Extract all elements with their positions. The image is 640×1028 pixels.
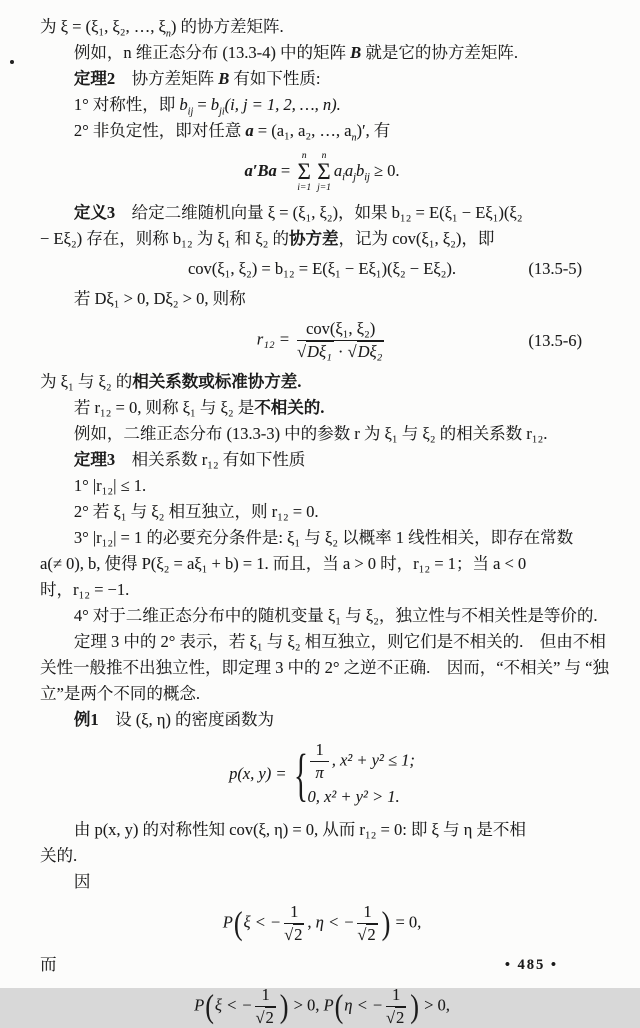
line-prop-3-cont2 bbox=[40, 577, 604, 603]
line-because bbox=[40, 869, 604, 895]
bold-term-covariance: 协方差 bbox=[288, 229, 339, 248]
text-run: ，记为 cov(ξ₁, ξ₂)，即 bbox=[338, 229, 495, 248]
text-run: ) 的协方差矩阵. bbox=[170, 17, 284, 36]
line-definition3-cont bbox=[40, 226, 604, 252]
line-definition3 bbox=[40, 200, 604, 226]
eq-covariance-13-5-5 bbox=[40, 259, 604, 279]
math-run: > 0, bbox=[419, 995, 450, 1015]
line-prop-3-cont1 bbox=[40, 551, 604, 577]
sqrt-icon bbox=[297, 341, 334, 361]
bold-term-correlation: 相关系数或标准协方差. bbox=[132, 372, 302, 391]
subscript: ij bbox=[364, 172, 370, 184]
math-run: ≥ 0. bbox=[369, 160, 400, 180]
left-paren-icon: ( bbox=[334, 988, 344, 1025]
text-run: 为 ξ = (ξ₁, ξ₂, …, ξ bbox=[40, 17, 166, 36]
radical-sign: √ bbox=[347, 342, 357, 361]
case-row-2: 0, x² + y² > 1. bbox=[307, 787, 400, 806]
line-example1 bbox=[40, 707, 604, 733]
line-discussion-1 bbox=[40, 629, 604, 655]
fraction bbox=[297, 319, 384, 362]
math-run: cov(ξ₁, ξ₂) = b₁₂ = E(ξ₁ − Eξ₁)(ξ₂ − Eξ₂). bbox=[187, 259, 457, 278]
sigma-icon: Σ bbox=[317, 159, 331, 184]
right-paren-icon: ) bbox=[381, 905, 391, 942]
fraction-numerator: 1 bbox=[284, 902, 304, 924]
definition3-label: 定义3 bbox=[73, 203, 116, 222]
sum-lower: j=1 bbox=[317, 183, 331, 193]
page-number: • 485 • bbox=[504, 957, 558, 973]
math-run: )′, 有 bbox=[356, 121, 391, 140]
math-run: P bbox=[323, 995, 334, 1015]
fraction bbox=[386, 985, 406, 1028]
math-run: a bbox=[245, 121, 254, 140]
fraction-denominator bbox=[297, 341, 384, 362]
text-run: 因 bbox=[73, 872, 91, 891]
text-run: 2° 非负定性，即对任意 bbox=[73, 121, 246, 140]
text-run: 定理 3 中的 2° 表示，若 ξ₁ 与 ξ₂ 相互独立，则它们是不相关的. 但由不相 bbox=[73, 632, 606, 651]
text-run: 关的. bbox=[40, 846, 78, 865]
eq-density-function bbox=[40, 740, 604, 810]
left-paren-icon: ( bbox=[233, 905, 243, 942]
line-correlation-name bbox=[40, 369, 604, 395]
text-run: 若 r₁₂ = 0, 则称 ξ₁ 与 ξ₂ 是 bbox=[73, 398, 255, 417]
text-run: a(≠ 0), b, 使得 P(ξ₂ = aξ₁ + b) = 1. 而且，当 a > 0 时，r₁₂ = 1；当 a < 0 bbox=[40, 554, 527, 573]
right-paren-icon: ) bbox=[410, 988, 419, 1025]
math-run: a′Ba bbox=[244, 160, 277, 180]
sqrt-icon bbox=[386, 1007, 406, 1027]
equation-number: (13.5-5) bbox=[528, 259, 582, 278]
eq-joint-probability bbox=[40, 902, 604, 945]
math-run: b bbox=[179, 95, 188, 114]
text-run: − Eξ₂) 存在，则称 b₁₂ 为 ξ₁ 和 ξ₂ 的 bbox=[40, 229, 289, 248]
subscript: ji bbox=[219, 106, 225, 118]
line-prop-nonneg bbox=[40, 118, 604, 144]
radical-sign: √ bbox=[296, 342, 307, 361]
line-prop-1 bbox=[40, 473, 604, 499]
ink-speck bbox=[10, 60, 14, 64]
bold-term-uncorrelated: 不相关的. bbox=[254, 398, 325, 417]
line-example-bivariate bbox=[40, 421, 604, 447]
math-run: B bbox=[218, 69, 230, 88]
subscript: n bbox=[351, 132, 357, 144]
fraction bbox=[310, 740, 328, 783]
math-run: ξ < − bbox=[214, 995, 253, 1015]
math-run: B bbox=[350, 43, 362, 62]
right-paren-icon: ) bbox=[279, 988, 289, 1025]
sqrt-icon bbox=[255, 1007, 275, 1027]
math-run: b bbox=[355, 160, 365, 180]
line-prop-3 bbox=[40, 525, 604, 551]
sum-icon bbox=[297, 151, 311, 193]
line-theorem3 bbox=[40, 447, 604, 473]
brace-icon: { bbox=[293, 741, 308, 807]
radical-sign: √ bbox=[357, 925, 367, 944]
sum-lower: i=1 bbox=[297, 183, 312, 193]
piecewise-cases bbox=[291, 740, 415, 810]
fraction-numerator: 1 bbox=[310, 740, 328, 762]
subscript: j bbox=[353, 172, 356, 184]
line-uncorrelated-def bbox=[40, 395, 604, 421]
line-discussion-3 bbox=[40, 681, 604, 707]
text-run: 有如下性质: bbox=[229, 69, 321, 88]
text-run: 立”是两个不同的概念. bbox=[40, 684, 200, 703]
equation-number: (13.5-6) bbox=[528, 330, 582, 350]
text-run: 3° |r₁₂| = 1 的必要充分条件是: ξ₁ 与 ξ₂ 以概率 1 线性相关，即存在常数 bbox=[73, 528, 574, 547]
case-lines bbox=[307, 740, 414, 810]
math-run: b bbox=[210, 95, 220, 114]
text-run: 若 Dξ₁ > 0, Dξ₂ > 0, 则称 bbox=[73, 289, 246, 308]
eq-quadratic-form bbox=[40, 151, 604, 193]
text-run: 由 p(x, y) 的对称性知 cov(ξ, η) = 0, 从而 r₁₂ = 0: 即 ξ 与 η 是不相 bbox=[73, 820, 526, 839]
sigma-icon: Σ bbox=[297, 159, 311, 184]
radicand: 2 bbox=[265, 1008, 274, 1027]
line-intro-covariance bbox=[40, 14, 604, 40]
text-run: 4° 对于二维正态分布中的随机变量 ξ₁ 与 ξ₂，独立性与不相关性是等价的. bbox=[73, 606, 598, 625]
fraction-numerator: 1 bbox=[386, 985, 406, 1007]
math-run: = (a₁, a₂, …, a bbox=[253, 121, 352, 140]
text-run: 给定二维随机向量 ξ = (ξ₁, ξ₂)，如果 b₁₂ = E(ξ₁ − Eξ₁)(ξ₂ bbox=[115, 203, 523, 222]
theorem3-label: 定理3 bbox=[73, 450, 116, 469]
math-run: P bbox=[194, 995, 205, 1015]
radicand: Dξ₁ bbox=[307, 342, 332, 361]
left-paren-icon: ( bbox=[205, 988, 214, 1025]
radicand: 2 bbox=[294, 925, 303, 944]
math-run: · bbox=[333, 342, 348, 361]
text-run: 协方差矩阵 bbox=[115, 69, 219, 88]
line-prop-symmetry bbox=[40, 92, 604, 118]
fraction-denominator bbox=[357, 924, 377, 945]
math-run: P bbox=[222, 912, 233, 932]
sqrt-icon bbox=[284, 924, 304, 944]
text-run: 2° 若 ξ₁ 与 ξ₂ 相互独立，则 r₁₂ = 0. bbox=[73, 502, 319, 521]
sum-upper: n bbox=[301, 151, 307, 161]
subscript: n bbox=[165, 28, 171, 40]
line-symmetry-conclusion bbox=[40, 817, 604, 843]
math-run: a bbox=[344, 160, 354, 180]
eq-marginal-probabilities bbox=[40, 985, 604, 1028]
radical-sign: √ bbox=[255, 1008, 265, 1027]
math-run: , bbox=[307, 912, 316, 932]
math-run: p(x, y) = bbox=[229, 763, 291, 783]
sum-upper: n bbox=[321, 151, 327, 161]
math-run: = 0, bbox=[391, 912, 422, 932]
fraction bbox=[357, 902, 377, 945]
radical-sign: √ bbox=[385, 1008, 396, 1027]
fraction-numerator: 1 bbox=[357, 902, 377, 924]
eq-correlation-13-5-6 bbox=[40, 319, 604, 362]
line-if-variance-positive bbox=[40, 286, 604, 312]
text-run: 1° 对称性，即 bbox=[73, 95, 180, 114]
fraction-denominator bbox=[386, 1007, 406, 1028]
math-run: r₁₂ = bbox=[256, 329, 294, 349]
theorem2-label: 定理2 bbox=[73, 69, 116, 88]
math-run: (i, j = 1, 2, …, n). bbox=[224, 95, 341, 114]
sum-icon bbox=[317, 151, 331, 193]
math-run: ξ < − bbox=[243, 912, 282, 932]
text-run: 时，r₁₂ = −1. bbox=[40, 580, 130, 599]
example1-label: 例1 bbox=[73, 710, 99, 729]
math-run: η < − bbox=[344, 995, 383, 1015]
math-run: a bbox=[333, 160, 343, 180]
text-run: 例如，n 维正态分布 (13.3-4) 中的矩阵 bbox=[73, 43, 351, 62]
line-example-normal bbox=[40, 40, 604, 66]
radicand: 2 bbox=[396, 1008, 405, 1027]
radicand: Dξ₂ bbox=[357, 342, 383, 361]
fraction-numerator: cov(ξ₁, ξ₂) bbox=[297, 319, 384, 341]
math-run: , x² + y² ≤ 1; bbox=[331, 750, 415, 770]
fraction-denominator bbox=[284, 924, 304, 945]
fraction-denominator bbox=[255, 1007, 275, 1028]
line-symmetry-cont bbox=[40, 843, 604, 869]
line-prop-2 bbox=[40, 499, 604, 525]
math-run: > 0, bbox=[289, 995, 324, 1015]
fraction bbox=[284, 902, 304, 945]
subscript: i bbox=[342, 172, 345, 184]
math-run: = bbox=[276, 160, 295, 180]
sqrt-icon bbox=[348, 341, 385, 361]
case-row-1 bbox=[307, 740, 414, 783]
line-discussion-2 bbox=[40, 655, 609, 681]
text-run: 为 ξ₁ 与 ξ₂ 的 bbox=[40, 372, 133, 391]
math-run: = bbox=[193, 95, 211, 114]
sqrt-icon bbox=[357, 924, 377, 944]
text-run: 而 bbox=[40, 955, 57, 974]
radical-sign: √ bbox=[284, 925, 294, 944]
text-run: 关性一般推不出独立性，即定理 3 中的 2° 之逆不正确. 因而，“不相关” 与 “独 bbox=[40, 658, 609, 677]
text-run: 设 (ξ, η) 的密度函数为 bbox=[98, 710, 275, 729]
radicand: 2 bbox=[367, 925, 376, 944]
line-theorem2 bbox=[40, 66, 604, 92]
line-prop-4 bbox=[40, 603, 604, 629]
math-run: η < − bbox=[315, 912, 355, 932]
fraction-numerator: 1 bbox=[255, 985, 275, 1007]
text-run: 就是它的协方差矩阵. bbox=[361, 43, 518, 62]
text-run: 1° |r₁₂| ≤ 1. bbox=[73, 476, 147, 495]
text-run: 相关系数 r₁₂ 有如下性质 bbox=[115, 450, 306, 469]
fraction bbox=[255, 985, 275, 1028]
fraction-denominator: π bbox=[315, 763, 324, 782]
text-run: 例如，二维正态分布 (13.3-3) 中的参数 r 为 ξ₁ 与 ξ₂ 的相关系数 r₁₂. bbox=[73, 424, 548, 443]
subscript: ij bbox=[187, 106, 194, 118]
